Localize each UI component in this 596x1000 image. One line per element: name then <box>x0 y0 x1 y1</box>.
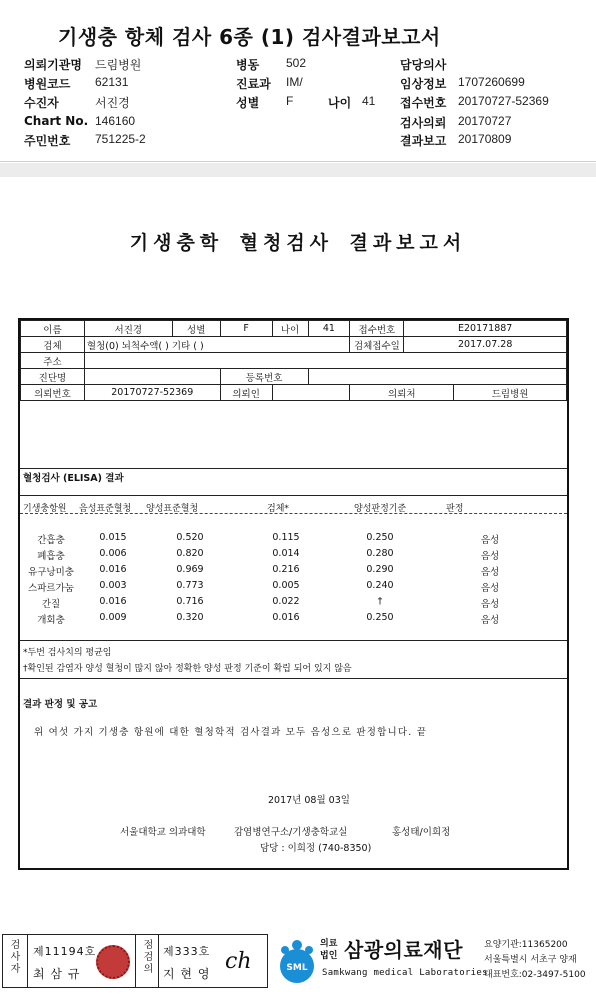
specimen-date-value: 2017.07.28 <box>404 337 567 353</box>
divider <box>20 640 567 641</box>
field-label: 임상정보 <box>400 77 447 91</box>
specimen-label: 검체 <box>21 337 85 353</box>
field-value: 62131 <box>95 75 129 89</box>
elisa-cell-sample: 0.016 <box>272 612 300 623</box>
page-title: 기생충 항체 검사 6종 (1) 검사결과보고서 <box>58 25 441 49</box>
field-value: 20170727 <box>458 114 512 128</box>
divider <box>158 935 159 987</box>
footnote-average: *두번 검사치의 평균임 <box>23 648 112 658</box>
org-name: 삼광의료재단 <box>344 938 463 962</box>
field-value: 41 <box>362 94 376 108</box>
header-row-2 <box>0 75 596 93</box>
specimen-value: 혈청(0) 뇌척수액( ) 기타 ( ) <box>84 337 350 353</box>
elisa-cell-antigen: 폐흡충 <box>37 551 65 562</box>
elisa-cell-result: 음성 <box>480 535 500 546</box>
examiner-license: 제11194호 <box>33 945 97 958</box>
org-phone: 대표번호:02-3497-5100 <box>484 970 586 980</box>
field-label: 접수번호 <box>400 96 447 110</box>
institution: 서울대학교 의과대학 <box>120 827 206 838</box>
logo-text: SML <box>286 963 308 973</box>
org-code: 요양기관:11365200 <box>484 940 568 950</box>
elisa-cell-cutoff: 0.250 <box>366 532 394 543</box>
field-label: 병동 <box>236 58 260 72</box>
request-no-label: 의뢰번호 <box>21 385 85 401</box>
header-row-3 <box>0 94 596 112</box>
field-label: 의뢰기관명 <box>24 58 82 72</box>
elisa-section-title: 혈청검사 (ELISA) 결과 <box>23 473 124 484</box>
field-label: Chart No. <box>24 114 89 128</box>
elisa-cell-antigen: 개회충 <box>37 615 65 626</box>
field-label: 담당의사 <box>400 58 447 72</box>
judgement-text: 위 여섯 가지 기생충 항원에 대한 혈청학적 검사결과 모두 음성으로 판정합니다. 끝 <box>34 727 428 738</box>
requester-label: 의뢰인 <box>220 385 272 401</box>
elisa-cell-sample: 0.022 <box>272 596 300 607</box>
field-value: 20170809 <box>458 132 512 146</box>
elisa-cell-antigen: 유구낭미충 <box>28 567 74 578</box>
divider <box>20 513 567 514</box>
section-divider <box>0 163 596 177</box>
age-label: 나이 <box>272 321 308 337</box>
field-label: 성별 <box>236 96 260 110</box>
judgement-title: 결과 판정 및 공고 <box>23 699 98 710</box>
elisa-cell-pos: 0.320 <box>176 612 204 623</box>
org-prefix-1: 의료 <box>320 939 338 949</box>
reg-value <box>308 369 567 385</box>
field-value: 서진경 <box>95 96 130 110</box>
elisa-cell-cutoff: 0.290 <box>366 564 394 575</box>
department: 감염병연구소/기생충학교실 <box>234 827 348 838</box>
elisa-cell-result: 음성 <box>480 583 500 594</box>
org-address: 서울특별시 서초구 양재 <box>484 955 577 965</box>
field-value: 드림병원 <box>95 58 142 72</box>
col-cutoff: 양성판정기준 <box>354 504 407 514</box>
elisa-cell-result: 음성 <box>480 551 500 562</box>
report-frame <box>18 318 569 870</box>
field-value: IM/ <box>286 75 303 89</box>
elisa-cell-cutoff: 0.250 <box>366 612 394 623</box>
contact: 담당 : 이희정 (740-8350) <box>260 843 372 854</box>
examiner-label: 검사자 <box>8 939 19 975</box>
divider <box>20 678 567 679</box>
name-label: 이름 <box>21 321 85 337</box>
field-value: 20170727-52369 <box>458 94 549 108</box>
reviewer-label: 점검의 <box>141 939 152 975</box>
specimen-date-label: 검체접수일 <box>350 337 404 353</box>
name-value: 서진경 <box>84 321 172 337</box>
elisa-cell-neg: 0.015 <box>99 532 127 543</box>
col-antigen: 기생충항원 <box>23 504 67 514</box>
field-label: 나이 <box>328 96 352 110</box>
header-row-1 <box>0 56 596 74</box>
requester-value <box>272 385 350 401</box>
requesting-org-label: 의뢰처 <box>350 385 454 401</box>
col-result: 판정 <box>446 504 464 514</box>
org-english-name: Samkwang medical Laboratories <box>322 968 488 978</box>
diagnosis-label: 진단명 <box>21 369 85 385</box>
address-label: 주소 <box>21 353 85 369</box>
sml-logo-icon <box>276 938 318 984</box>
field-value: 146160 <box>95 114 136 128</box>
elisa-cell-result: 음성 <box>480 615 500 626</box>
divider <box>27 935 28 987</box>
field-value: F <box>286 94 294 108</box>
elisa-cell-antigen: 스파르가눔 <box>28 583 74 594</box>
sex-value: F <box>220 321 272 337</box>
diagnosis-value <box>84 369 220 385</box>
elisa-cell-pos: 0.820 <box>176 548 204 559</box>
report-date: 2017년 08월 03일 <box>268 795 350 806</box>
field-value: 502 <box>286 56 307 70</box>
elisa-cell-neg: 0.006 <box>99 548 127 559</box>
requesting-org-value: 드림병원 <box>454 385 567 401</box>
org-info <box>484 938 586 983</box>
divider <box>135 935 136 987</box>
org-prefix <box>320 938 337 962</box>
receipt-value: E20171887 <box>404 321 567 337</box>
reviewer-license: 제333호 <box>163 945 211 958</box>
field-label: 결과보고 <box>400 134 447 148</box>
sex-label: 성별 <box>172 321 220 337</box>
footnote-cutoff: †확인된 감염자 양성 혈청이 많지 않아 정확한 양성 판정 기준이 확립 되어 있지 않음 <box>23 664 352 674</box>
report-title: 기생충학 혈청검사 결과보고서 <box>129 232 467 254</box>
elisa-cell-neg: 0.016 <box>99 564 127 575</box>
header-row-5 <box>0 132 596 150</box>
reviewer-signature: ch <box>225 949 252 974</box>
report-footer <box>0 932 596 992</box>
address-value <box>84 353 566 369</box>
receipt-label: 접수번호 <box>350 321 404 337</box>
elisa-cell-pos: 0.716 <box>176 596 204 607</box>
remarks-blank-area <box>20 401 567 469</box>
elisa-cell-sample: 0.216 <box>272 564 300 575</box>
examiner-name: 최 삼 규 <box>33 967 81 981</box>
report-header <box>0 0 596 162</box>
elisa-cell-pos: 0.520 <box>176 532 204 543</box>
elisa-cell-antigen: 간흡충 <box>37 535 65 546</box>
elisa-cell-cutoff: 0.280 <box>366 548 394 559</box>
request-no-value: 20170727-52369 <box>84 385 220 401</box>
field-label: 병원코드 <box>24 77 71 91</box>
reviewer-name: 지 현 영 <box>163 967 211 981</box>
elisa-cell-cutoff: † <box>377 596 383 607</box>
elisa-cell-sample: 0.014 <box>272 548 300 559</box>
reg-label: 등록번호 <box>220 369 308 385</box>
elisa-cell-result: 음성 <box>480 567 500 578</box>
col-sample: 검체* <box>267 504 289 514</box>
approval-box <box>2 934 268 988</box>
header-row-4 <box>0 114 596 132</box>
field-label: 검사의뢰 <box>400 116 447 130</box>
patient-info-table <box>20 320 567 401</box>
staff-names: 홍성태/이희정 <box>392 827 451 838</box>
field-label: 진료과 <box>236 77 271 91</box>
elisa-cell-neg: 0.009 <box>99 612 127 623</box>
elisa-cell-cutoff: 0.240 <box>366 580 394 591</box>
field-value: 1707260699 <box>458 75 525 89</box>
field-value: 751225-2 <box>95 132 146 146</box>
elisa-cell-pos: 0.773 <box>176 580 204 591</box>
divider <box>20 495 567 496</box>
elisa-cell-sample: 0.115 <box>272 532 300 543</box>
elisa-cell-pos: 0.969 <box>176 564 204 575</box>
elisa-cell-result: 음성 <box>480 599 500 610</box>
col-pos: 양성표준혈청 <box>146 504 199 514</box>
examiner-seal <box>96 945 130 979</box>
age-value: 41 <box>308 321 350 337</box>
elisa-cell-neg: 0.003 <box>99 580 127 591</box>
elisa-cell-sample: 0.005 <box>272 580 300 591</box>
elisa-cell-neg: 0.016 <box>99 596 127 607</box>
org-prefix-2: 법인 <box>320 951 338 961</box>
col-neg: 음성표준혈청 <box>79 504 132 514</box>
field-label: 주민번호 <box>24 134 71 148</box>
elisa-cell-antigen: 간질 <box>41 599 61 610</box>
field-label: 수진자 <box>24 96 59 110</box>
